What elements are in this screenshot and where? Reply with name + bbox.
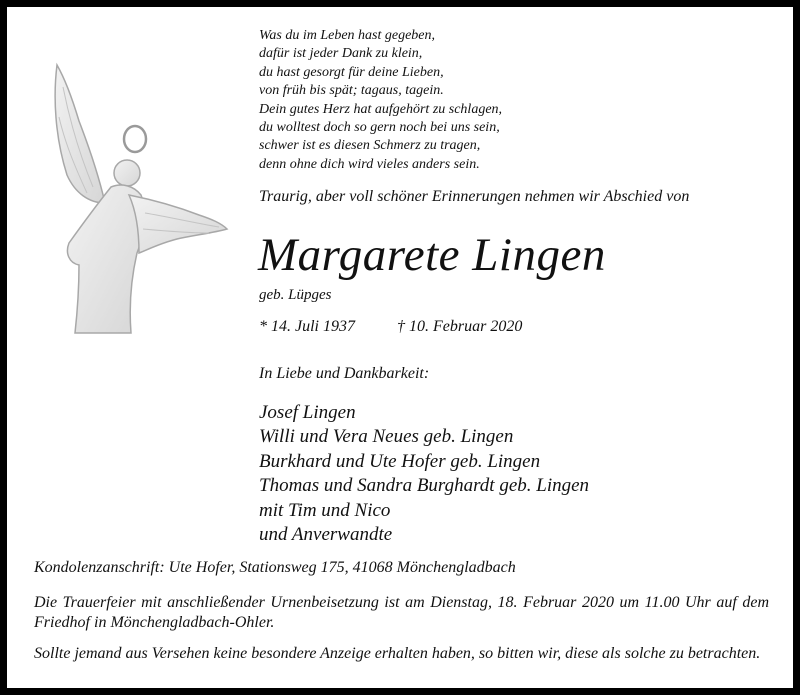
mourner-line: Josef Lingen xyxy=(259,402,356,423)
mourner-line: Thomas und Sandra Burghardt geb. Lingen xyxy=(259,475,590,497)
poem xyxy=(259,27,502,174)
angel-side-wing xyxy=(129,195,227,253)
poem-line: Dein gutes Herz hat aufgehört zu schlagen, xyxy=(259,101,503,117)
mourner-line: und Anverwandte xyxy=(259,524,393,546)
mourner-line: Willi und Vera Neues geb. Lingen xyxy=(259,426,514,448)
birth-date: * 14. Juli 1937 xyxy=(259,318,355,335)
poem-line: du wolltest doch so gern noch bei uns sein, xyxy=(259,120,500,136)
angel-head xyxy=(114,160,140,186)
poem-line: von früh bis spät; tagaus, tagein. xyxy=(259,83,444,99)
poem-line: denn ohne dich wird vieles anders sein. xyxy=(259,156,480,172)
deceased-name: Margarete Lingen xyxy=(258,229,606,281)
missed-notice-note: Sollte jemand aus Versehen keine besondere Anzeige erhalten haben, so bitten wir, diese als solche zu betrachten. xyxy=(34,645,761,662)
birth-name: geb. Lüpges xyxy=(259,287,332,303)
poem-line: Was du im Leben hast gegeben, xyxy=(259,28,436,43)
ceremony-notice: Die Trauerfeier mit anschließender Urnenbeisetzung ist am Dienstag, 18. Februar 2020 um 11.00 Uhr auf dem Friedhof in Mönchengladbach-Ohler. xyxy=(34,594,769,631)
mourners-list xyxy=(259,401,589,547)
poem-line: du hast gesorgt für deine Lieben, xyxy=(259,64,444,80)
angel-upper-wing xyxy=(55,65,105,203)
mourner-line: Burkhard und Ute Hofer geb. Lingen xyxy=(259,450,541,472)
angel-halo xyxy=(124,126,146,152)
death-date: † 10. Februar 2020 xyxy=(397,318,523,335)
angel-illustration xyxy=(49,57,229,347)
life-dates xyxy=(259,318,522,336)
love-line: In Liebe und Dankbarkeit: xyxy=(259,365,430,382)
poem-line: schwer ist es diesen Schmerz zu tragen, xyxy=(259,138,481,154)
poem-line: dafür ist jeder Dank zu klein, xyxy=(259,46,423,62)
mourner-line: mit Tim und Nico xyxy=(259,499,391,521)
farewell-intro: Traurig, aber voll schöner Erinnerungen nehmen wir Abschied von xyxy=(259,188,690,205)
condolence-address: Kondolenzanschrift: Ute Hofer, Stationsweg 175, 41068 Mönchengladbach xyxy=(34,559,516,576)
